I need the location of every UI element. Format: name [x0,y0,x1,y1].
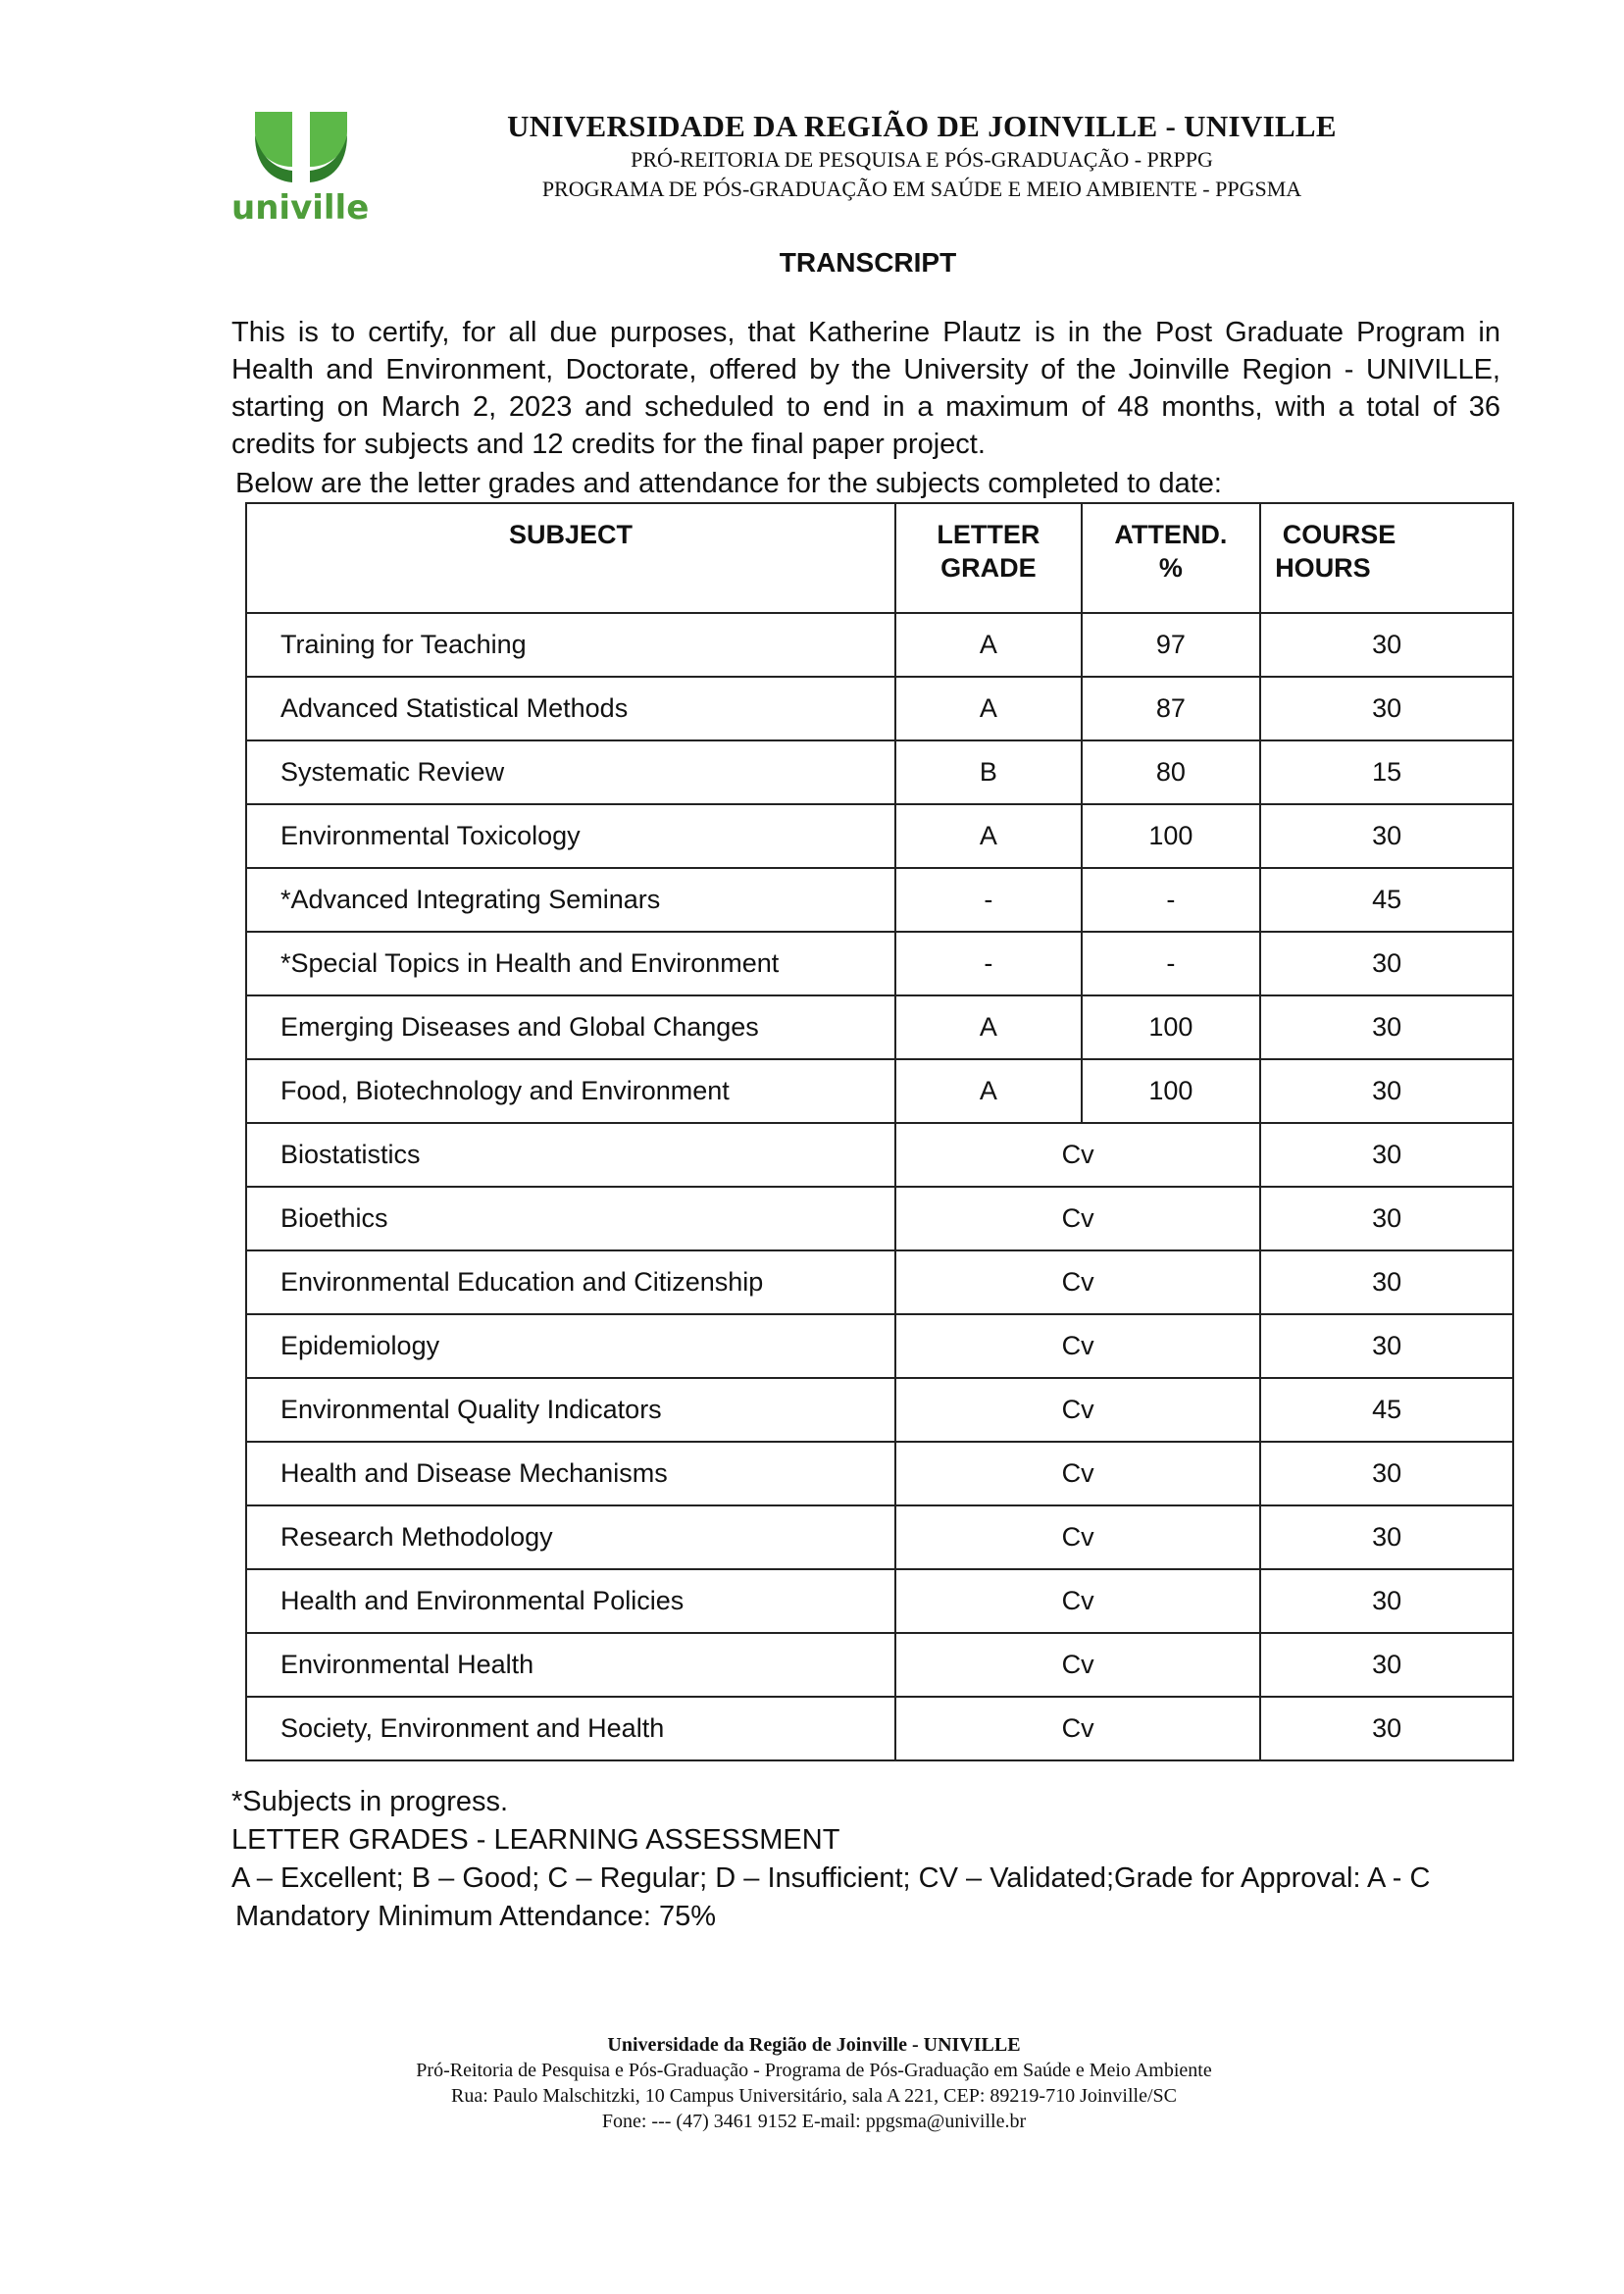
validated-status-cell: Cv [895,1505,1260,1569]
table-row-validated [246,1378,1513,1442]
table-row-validated [246,1314,1513,1378]
table-row-validated [246,1442,1513,1505]
leaf-logo-icon [231,106,369,188]
table-row [246,804,1513,868]
table-row [246,932,1513,995]
hours-cell: 30 [1260,1187,1513,1250]
hours-cell: 30 [1260,932,1513,995]
attendance-cell: 87 [1082,677,1261,740]
validated-status-cell: Cv [895,1378,1260,1442]
hours-cell: 30 [1260,995,1513,1059]
subject-cell: *Advanced Integrating Seminars [246,868,895,932]
subject-cell: Bioethics [246,1187,895,1250]
logo-wordmark: univille [231,188,370,228]
subject-cell: Environmental Education and Citizenship [246,1250,895,1314]
subject-cell: *Special Topics in Health and Environment [246,932,895,995]
table-intro-line: Below are the letter grades and attendance for the subjects completed to date: [235,468,1222,499]
subject-cell: Society, Environment and Health [246,1697,895,1760]
validated-status-cell: Cv [895,1250,1260,1314]
subject-cell: Training for Teaching [246,613,895,677]
hours-cell: 45 [1260,1378,1513,1442]
header-attendance: ATTEND. % [1082,503,1261,613]
hours-cell: 30 [1260,1505,1513,1569]
table-row-validated [246,1123,1513,1187]
letterhead [431,108,1412,204]
subject-cell: Food, Biotechnology and Environment [246,1059,895,1123]
table-row-validated [246,1569,1513,1633]
subject-cell: Environmental Toxicology [246,804,895,868]
attendance-cell: - [1082,868,1261,932]
subject-cell: Epidemiology [246,1314,895,1378]
hours-cell: 30 [1260,1250,1513,1314]
subject-cell: Environmental Quality Indicators [246,1378,895,1442]
validated-status-cell: Cv [895,1697,1260,1760]
program-name: PROGRAMA DE PÓS-GRADUAÇÃO EM SAÚDE E MEIO AMBIENTE - PPGSMA [541,177,1302,201]
hours-cell: 30 [1260,1059,1513,1123]
table-row [246,740,1513,804]
attendance-cell: 80 [1082,740,1261,804]
hours-cell: 30 [1260,677,1513,740]
certification-paragraph: This is to certify, for all due purposes, that Katherine Plautz is in the Post Graduate Program in Health and Environment, Doctorate, offered by the University of the Joinville Region - UNIVILLE, starting on March 2, 2023 and scheduled to end in a maximum of 48 months, with a total of 36 credits for subjects and 12 credits for the final paper project. [231,317,1500,460]
table-row-validated [246,1633,1513,1697]
validated-status-cell: Cv [895,1633,1260,1697]
univille-logo [231,106,369,231]
validated-status-cell: Cv [895,1123,1260,1187]
table-row-validated [246,1250,1513,1314]
footer-contact: Fone: --- (47) 3461 9152 E-mail: ppgsma@univille.br [601,2111,1027,2132]
hours-cell: 30 [1260,1314,1513,1378]
table-row [246,1059,1513,1123]
document-title: TRANSCRIPT [779,247,957,278]
grade-cell: A [895,613,1082,677]
hours-cell: 45 [1260,868,1513,932]
table-row-validated [246,1505,1513,1569]
footer-address: Rua: Paulo Malschitzki, 10 Campus Universitário, sala A 221, CEP: 89219-710 Joinville/SC [451,2085,1177,2107]
grade-cell: A [895,804,1082,868]
footer-unit: Pró-Reitoria de Pesquisa e Pós-Graduação - Programa de Pós-Graduação em Saúde e Meio Ambiente [416,2060,1212,2081]
table-row-validated [246,1697,1513,1760]
table-row [246,995,1513,1059]
subject-cell: Emerging Diseases and Global Changes [246,995,895,1059]
table-row-validated [246,1187,1513,1250]
attendance-cell: - [1082,932,1261,995]
pro-rectory-name: PRÓ-REITORIA DE PESQUISA E PÓS-GRADUAÇÃO - PRPPG [631,147,1213,172]
hours-cell: 30 [1260,1123,1513,1187]
header-letter-grade: LETTER GRADE [895,503,1082,613]
grades-legend: A – Excellent; B – Good; C – Regular; D – Insufficient; CV – Validated;Grade for Approval: A - C [231,1862,1431,1894]
table-row [246,613,1513,677]
grade-cell: B [895,740,1082,804]
validated-status-cell: Cv [895,1314,1260,1378]
table-header-row [246,503,1513,613]
grade-cell: - [895,932,1082,995]
grades-table [245,502,1514,1761]
subject-cell: Research Methodology [246,1505,895,1569]
hours-cell: 15 [1260,740,1513,804]
subject-cell: Health and Disease Mechanisms [246,1442,895,1505]
grade-cell: A [895,995,1082,1059]
attendance-cell: 100 [1082,1059,1261,1123]
grades-heading: LETTER GRADES - LEARNING ASSESSMENT [231,1824,840,1856]
hours-cell: 30 [1260,804,1513,868]
subject-cell: Environmental Health [246,1633,895,1697]
table-row [246,677,1513,740]
in-progress-note: *Subjects in progress. [231,1786,509,1817]
grade-cell: - [895,868,1082,932]
header-course-hours: COURSE HOURS [1260,503,1513,613]
validated-status-cell: Cv [895,1569,1260,1633]
table-row [246,868,1513,932]
attendance-note: Mandatory Minimum Attendance: 75% [235,1901,717,1932]
validated-status-cell: Cv [895,1187,1260,1250]
grade-cell: A [895,1059,1082,1123]
grading-notes [231,1783,1585,1936]
validated-status-cell: Cv [895,1442,1260,1505]
header-subject: SUBJECT [246,503,895,613]
subject-cell: Biostatistics [246,1123,895,1187]
hours-cell: 30 [1260,1569,1513,1633]
hours-cell: 30 [1260,1633,1513,1697]
subject-cell: Systematic Review [246,740,895,804]
grade-cell: A [895,677,1082,740]
attendance-cell: 97 [1082,613,1261,677]
hours-cell: 30 [1260,613,1513,677]
attendance-cell: 100 [1082,995,1261,1059]
page-footer [324,2032,1304,2134]
hours-cell: 30 [1260,1697,1513,1760]
hours-cell: 30 [1260,1442,1513,1505]
attendance-cell: 100 [1082,804,1261,868]
university-name: UNIVERSIDADE DA REGIÃO DE JOINVILLE - UNIVILLE [507,109,1337,143]
subject-cell: Advanced Statistical Methods [246,677,895,740]
subject-cell: Health and Environmental Policies [246,1569,895,1633]
footer-university: Universidade da Região de Joinville - UNIVILLE [607,2034,1021,2056]
